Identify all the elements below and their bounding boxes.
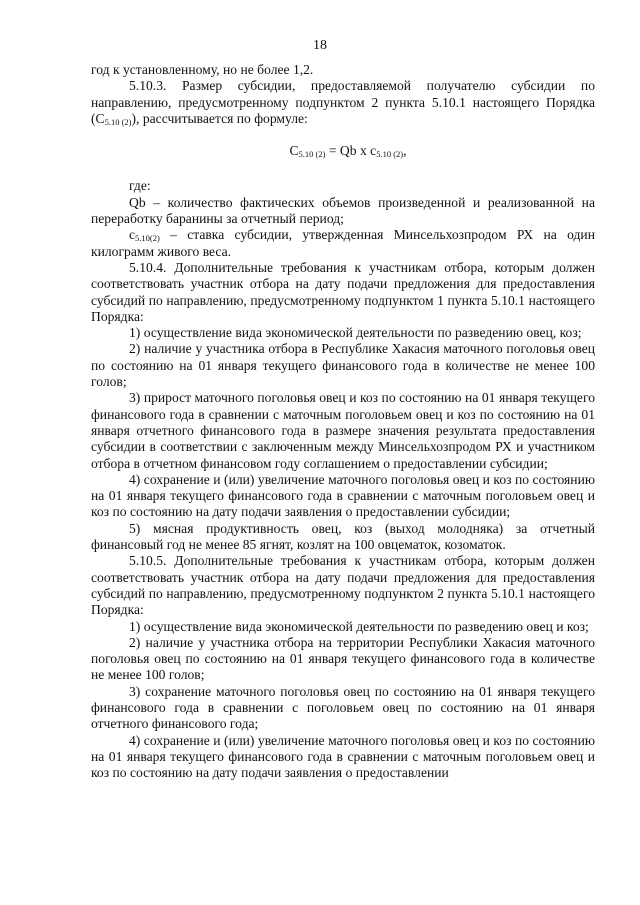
formula-mid: = Qb x c (325, 143, 377, 159)
text-run: 5.10.3. Размер субсидии, предоставляемой получателю субсидии по направлению, предусмотренному подпунктом 2 пункта 5.10.1 настоящего Порядка (C (91, 78, 595, 126)
paragraph: год к установленному, но не более 1,2. (91, 62, 314, 77)
paragraph-rate-definition (91, 227, 595, 260)
paragraph-qb-definition: Qb – количество фактических объемов произведенной и реализованной на переработку баранины за отчетный период; (91, 194, 595, 227)
list-item: 4) сохранение и (или) увеличение маточного поголовья овец и коз по состоянию на 01 января текущего финансового года в сравнении с маточным поголовьем овец и коз по состоянию на дату подачи заявления о предоставлении (91, 732, 595, 781)
formula-lhs-subscript: 5.10 (2) (298, 149, 326, 160)
formula-lhs: C (289, 143, 299, 159)
text-run: – ставка субсидии, утвержденная Минсельхозпродом РХ на один килограмм живого веса. (91, 227, 595, 259)
paragraph-5-10-5: 5.10.5. Дополнительные требования к участникам отбора, которым должен соответствовать участник отбора на дату подачи предложения для предоставления субсидий по направлению, предусмотренному подпунктом 2 пункта 5.10.1 настоящего Порядка: (91, 553, 595, 618)
list-item: 3) прирост маточного поголовья овец и коз по состоянию на 01 января текущего финансового года в сравнении с маточным поголовьем овец и коз по состоянию на 01 января отчетного финансового года в размере значения результата предоставления субсидии в соответствии с заключенным между Минсельхозпродом РХ и участником отбора в отчетном финансовом году соглашением о предоставлении субсидии; (91, 390, 595, 471)
document-body (91, 62, 595, 781)
paragraph-5-10-4: 5.10.4. Дополнительные требования к участникам отбора, которым должен соответствовать участник отбора на дату подачи предложения для предоставления субсидий по направлению, предусмотренному подпунктом 1 пункта 5.10.1 настоящего Порядка: (91, 259, 595, 324)
list-item: 4) сохранение и (или) увеличение маточного поголовья овец и коз по состоянию на 01 января текущего финансового года в сравнении с маточным поголовьем овец и коз по состоянию на дату подачи заявления о предоставлении субсидии; (91, 471, 595, 520)
list-item: 5) мясная продуктивность овец, коз (выход молодняка) за отчетный финансовый год не менее 85 ягнят, козлят на 100 овцематок, козоматок. (91, 520, 595, 553)
list-item: 3) сохранение маточного поголовья овец по состоянию на 01 января текущего финансового года в сравнении с поголовьем овец по состоянию на 01 января отчетного финансового года; (91, 683, 595, 732)
paragraph-5-10-3 (91, 78, 595, 127)
list-item: 2) наличие у участника отбора на территории Республики Хакасия маточного поголовья овец по состоянию на 01 января текущего финансового года в количестве не менее 100 голов; (91, 634, 595, 683)
list-item: 1) осуществление вида экономической деятельности по разведению овец и коз; (129, 618, 589, 634)
formula (91, 143, 595, 159)
text-run: ), рассчитывается по формуле: (131, 110, 308, 126)
rate-symbol: c (129, 227, 136, 243)
rate-subscript: 5.10(2) (135, 233, 160, 244)
list-item: 2) наличие у участника отбора в Республике Хакасия маточного поголовья овец по состоянию на 01 января текущего финансового года в количестве не менее 100 голов; (91, 341, 595, 390)
formula-end: , (403, 143, 407, 159)
formula-rhs-subscript: 5.10 (2) (376, 149, 404, 160)
list-item: 1) осуществление вида экономической деятельности по разведению овец, коз; (129, 325, 582, 341)
paragraph-where: где: (129, 178, 151, 194)
subscript: 5.10 (2) (104, 116, 132, 127)
page-number: 18 (313, 38, 327, 53)
